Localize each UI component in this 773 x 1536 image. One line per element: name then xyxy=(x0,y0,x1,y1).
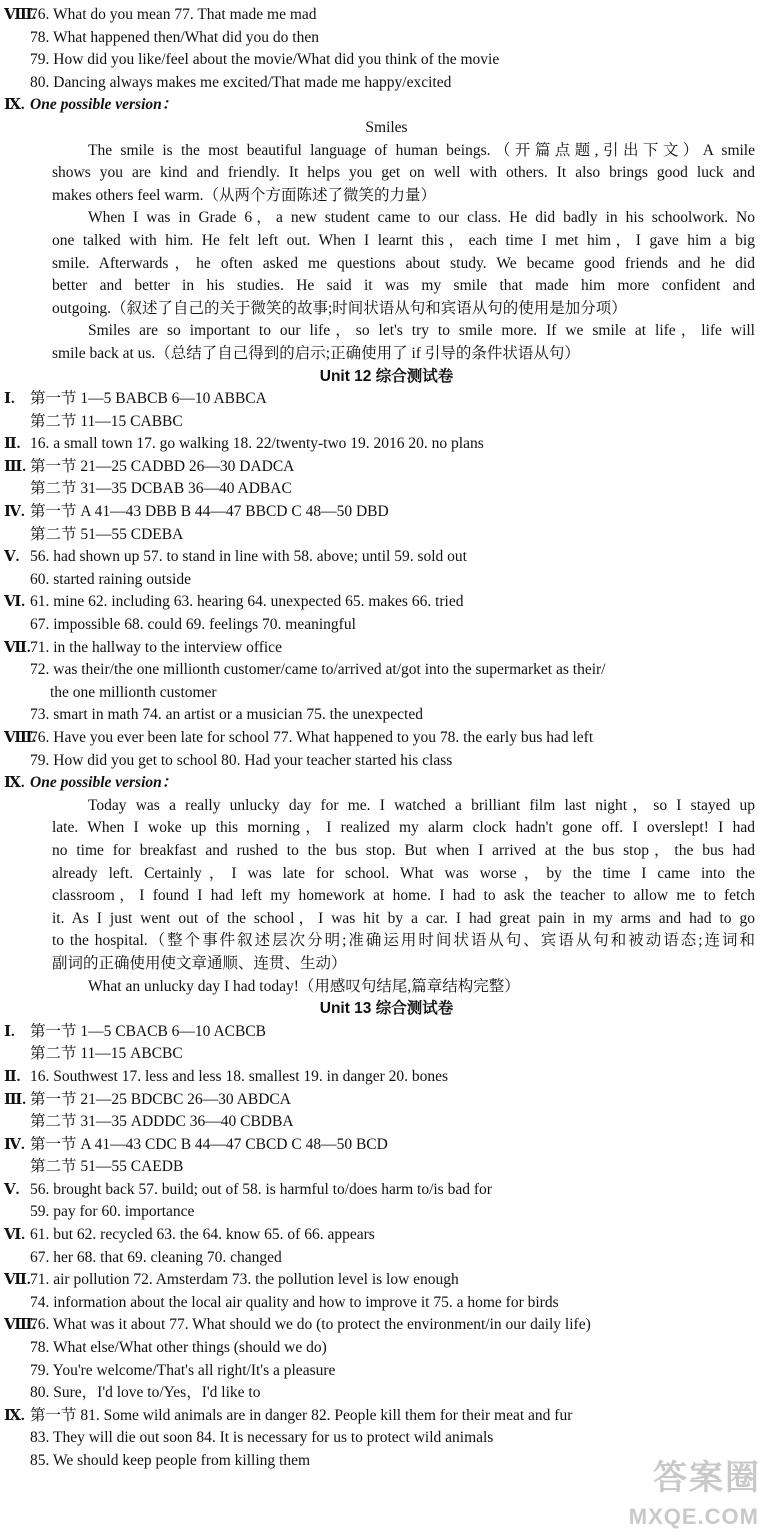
essay-line: already left. Certainly，I was late for school. What was worse，by the time I came into the xyxy=(52,864,755,882)
answer-text: 16. a small town 17. go walking 18. 22/twenty-two 19. 2016 20. no plans xyxy=(30,435,484,453)
text-line xyxy=(0,1021,773,1044)
section-number: Ⅶ. xyxy=(4,639,31,656)
text-line xyxy=(0,795,773,818)
essay-line: Smiles are so important to our life，so let's try to smile more. If we smile at life，life will xyxy=(88,322,755,340)
text-line xyxy=(0,546,773,569)
essay-line: classroom，I found I had left my homework at home. I had to ask the teacher to allow me to fetch xyxy=(52,887,755,905)
essay-line: one talked with him. He felt left out. When I learnt this，each time I met him，I gave him a big xyxy=(52,231,755,249)
text-line xyxy=(0,885,773,908)
text-line xyxy=(0,930,773,953)
answer-text: 第一节 21—25 BDCBC 26—30 ABDCA xyxy=(30,1090,291,1108)
answer-text: 16. Southwest 17. less and less 18. smallest 19. in danger 20. bones xyxy=(30,1067,449,1085)
text-line xyxy=(0,1089,773,1112)
section-number: Ⅵ. xyxy=(4,1227,25,1244)
text-line xyxy=(0,1405,773,1428)
text-line xyxy=(0,704,773,727)
essay-line: outgoing.（叙述了自己的关于微笑的故事;时间状语从句和宾语从句的使用是加分项） xyxy=(52,299,627,317)
text-line xyxy=(0,456,773,479)
watermark-text-top: 答案圈 xyxy=(653,1459,761,1497)
section-number: Ⅲ. xyxy=(4,1091,27,1108)
answer-text: 73. smart in math 74. an artist or a musician 75. the unexpected xyxy=(30,706,423,724)
text-line xyxy=(0,1134,773,1157)
text-line xyxy=(0,569,773,592)
answer-text: 56. brought back 57. build; out of 58. is harmful to/does harm to/is bad for xyxy=(30,1180,492,1198)
text-line xyxy=(0,1450,773,1473)
text-line xyxy=(0,343,773,366)
text-line xyxy=(0,817,773,840)
answer-text: 79. How did you get to school 80. Had your teacher started his class xyxy=(30,751,453,769)
section-number: Ⅷ. xyxy=(4,1317,37,1334)
section-number: Ⅴ. xyxy=(4,1181,20,1198)
answer-text: 72. was their/the one millionth customer/came to/arrived at/got into the supermarket as their/ xyxy=(30,661,606,679)
essay-line: better and better in his studies. He said it was my smile that made him more confident and xyxy=(52,277,755,295)
section-number: Ⅰ. xyxy=(4,1023,15,1040)
text-line xyxy=(0,772,773,795)
text-line xyxy=(0,140,773,163)
answer-text: 61. but 62. recycled 63. the 64. know 65. of 66. appears xyxy=(30,1226,375,1244)
essay-line: makes others feel warm.（从两个方面陈述了微笑的力量） xyxy=(52,186,436,204)
answer-text: 第一节 21—25 CADBD 26—30 DADCA xyxy=(30,457,295,475)
answer-text: 80. Dancing always makes me excited/That made me happy/excited xyxy=(30,73,452,91)
text-line xyxy=(0,1382,773,1405)
text-line xyxy=(0,27,773,50)
text-line xyxy=(0,1269,773,1292)
text-line xyxy=(0,637,773,660)
essay-line: to the hospital.（整个事件叙述层次分明;准确运用时间状语从句、宾语从句和被动语态;连词和 xyxy=(52,932,755,950)
essay-line: shows you are kind and friendly. It helps you get on well with others. It also brings good luck and xyxy=(52,164,755,182)
answer-text: 第二节 31—35 DCBAB 36—40 ADBAC xyxy=(30,480,292,498)
answer-text: 第二节 11—15 ABCBC xyxy=(30,1045,183,1063)
text-line xyxy=(0,230,773,253)
section-number: Ⅰ. xyxy=(4,391,15,408)
text-line xyxy=(0,1224,773,1247)
text-line xyxy=(0,840,773,863)
text-line xyxy=(0,185,773,208)
essay-line: it. As I just went out of the school，I was hit by a car. I had great pain in my arms and had to go xyxy=(52,909,755,927)
answer-text: 76. What do you mean 77. That made me mad xyxy=(30,6,317,23)
section-number: Ⅸ. xyxy=(4,1407,25,1424)
text-line xyxy=(0,1201,773,1224)
answer-text: 83. They will die out soon 84. It is necessary for us to protect wild animals xyxy=(30,1429,494,1447)
text-line xyxy=(0,524,773,547)
watermark-text-bottom: MXQE.COM xyxy=(628,1504,759,1529)
text-line xyxy=(0,298,773,321)
answer-text: the one millionth customer xyxy=(50,683,217,701)
answer-text: 85. We should keep people from killing them xyxy=(30,1452,310,1469)
section-number: Ⅷ. xyxy=(4,7,37,23)
answer-text: 71. in the hallway to the interview office xyxy=(30,638,282,656)
text-line xyxy=(0,411,773,434)
text-line xyxy=(0,863,773,886)
text-line xyxy=(0,998,773,1021)
answer-text: 第二节 51—55 CDEBA xyxy=(30,525,184,543)
unit-heading: Unit 12 综合测试卷 xyxy=(319,367,454,385)
sample-label: One possible version： xyxy=(30,774,178,792)
answer-text: 56. had shown up 57. to stand in line with 58. above; until 59. sold out xyxy=(30,548,467,566)
text-line xyxy=(0,1247,773,1270)
essay-line: Today was a really unlucky day for me. I watched a brilliant film last night，so I stayed up xyxy=(88,796,755,814)
section-number: Ⅱ. xyxy=(4,1068,21,1085)
answer-text: 第一节 A 41—43 DBB B 44—47 BBCD C 48—50 DBD xyxy=(30,503,389,521)
text-line xyxy=(0,1179,773,1202)
text-line xyxy=(0,388,773,411)
section-number: Ⅱ. xyxy=(4,436,21,453)
essay-line: When I was in Grade 6，a new student came to our class. He did badly in his schoolwork. No xyxy=(88,209,755,227)
text-line xyxy=(0,1427,773,1450)
text-line xyxy=(0,1292,773,1315)
text-line xyxy=(0,1156,773,1179)
text-line xyxy=(0,478,773,501)
text-line xyxy=(0,320,773,343)
section-number: Ⅳ. xyxy=(4,1136,25,1153)
answer-text: 79. You're welcome/That's all right/It's a pleasure xyxy=(30,1361,336,1379)
text-line xyxy=(0,953,773,976)
answer-key-page xyxy=(0,4,773,1473)
essay-line: smile. Afterwards，he often asked me questions about study. We became good friends and he did xyxy=(52,254,755,272)
answer-text: 79. How did you like/feel about the movie/What did you think of the movie xyxy=(30,51,500,69)
text-line xyxy=(0,908,773,931)
text-line xyxy=(0,162,773,185)
text-line xyxy=(0,253,773,276)
answer-text: 59. pay for 60. importance xyxy=(30,1203,195,1221)
section-number: Ⅴ. xyxy=(4,549,20,566)
text-line xyxy=(0,501,773,524)
sample-label: One possible version： xyxy=(30,96,178,114)
text-line xyxy=(0,750,773,773)
text-line xyxy=(0,117,773,140)
essay-line: The smile is the most beautiful language of human beings.（开篇点题,引出下文）A smile xyxy=(88,141,755,159)
text-line xyxy=(0,207,773,230)
text-line xyxy=(0,1111,773,1134)
unit-heading: Unit 13 综合测试卷 xyxy=(319,1000,454,1018)
text-line xyxy=(0,614,773,637)
text-line xyxy=(0,366,773,389)
text-line xyxy=(0,1066,773,1089)
answer-text: 67. impossible 68. could 69. feelings 70. meaningful xyxy=(30,616,356,634)
section-number: Ⅷ. xyxy=(4,730,37,746)
essay-line: no time for breakfast and rushed to the bus stop. But when I arrived at the bus stop，the bus had xyxy=(52,841,755,859)
answer-text: 78. What else/What other things (should we do) xyxy=(30,1339,327,1357)
essay-line: smile back at us.（总结了自己得到的启示;正确使用了 if 引导的条件状语从句） xyxy=(52,344,580,362)
text-line xyxy=(0,49,773,72)
essay-title: Smiles xyxy=(365,118,408,136)
text-line xyxy=(0,976,773,999)
essay-line: What an unlucky day I had today!（用感叹句结尾,篇章结构完整） xyxy=(88,977,520,995)
text-line xyxy=(0,727,773,750)
text-line xyxy=(0,1043,773,1066)
essay-line: late. When I woke up this morning，I realized my alarm clock hadn't gone off. I overslept! I had xyxy=(52,819,755,837)
text-line xyxy=(0,591,773,614)
answer-text: 74. information about the local air quality and how to improve it 75. a home for birds xyxy=(30,1293,559,1311)
text-line xyxy=(0,659,773,682)
answer-text: 67. her 68. that 69. cleaning 70. changed xyxy=(30,1248,282,1266)
answer-text: 61. mine 62. including 63. hearing 64. unexpected 65. makes 66. tried xyxy=(30,593,464,611)
section-number: Ⅸ. xyxy=(4,97,25,114)
answer-text: 第二节 11—15 CABBC xyxy=(30,412,183,430)
answer-text: 第一节 A 41—43 CDC B 44—47 CBCD C 48—50 BCD xyxy=(30,1135,388,1153)
text-line xyxy=(0,433,773,456)
section-number: Ⅳ. xyxy=(4,504,25,521)
section-number: Ⅸ. xyxy=(4,775,25,792)
text-line xyxy=(0,1360,773,1383)
text-line xyxy=(0,94,773,117)
answer-text: 第一节 1—5 BABCB 6—10 ABBCA xyxy=(30,390,267,408)
text-line xyxy=(0,682,773,705)
section-number: Ⅲ. xyxy=(4,458,27,475)
answer-text: 76. What was it about 77. What should we do (to protect the environment/in our daily life) xyxy=(30,1316,591,1334)
answer-text: 80. Sure，I'd love to/Yes，I'd like to xyxy=(30,1384,261,1402)
answer-text: 76. Have you ever been late for school 77. What happened to you 78. the early bus had left xyxy=(30,729,594,746)
text-line xyxy=(0,4,773,27)
text-line xyxy=(0,72,773,95)
text-line xyxy=(0,1314,773,1337)
text-line xyxy=(0,1337,773,1360)
answer-text: 第一节 1—5 CBACB 6—10 ACBCB xyxy=(30,1022,266,1040)
answer-text: 71. air pollution 72. Amsterdam 73. the pollution level is low enough xyxy=(30,1271,459,1289)
answer-text: 第二节 31—35 ADDDC 36—40 CBDBA xyxy=(30,1113,294,1131)
section-number: Ⅵ. xyxy=(4,594,25,611)
text-line xyxy=(0,275,773,298)
essay-line: 副词的正确使用使文章通顺、连贯、生动） xyxy=(52,954,347,972)
answer-text: 第一节 81. Some wild animals are in danger 82. People kill them for their meat and fur xyxy=(30,1406,573,1424)
answer-text: 第二节 51—55 CAEDB xyxy=(30,1158,184,1176)
section-number: Ⅶ. xyxy=(4,1272,31,1289)
answer-text: 60. started raining outside xyxy=(30,570,191,588)
answer-text: 78. What happened then/What did you do then xyxy=(30,28,319,46)
